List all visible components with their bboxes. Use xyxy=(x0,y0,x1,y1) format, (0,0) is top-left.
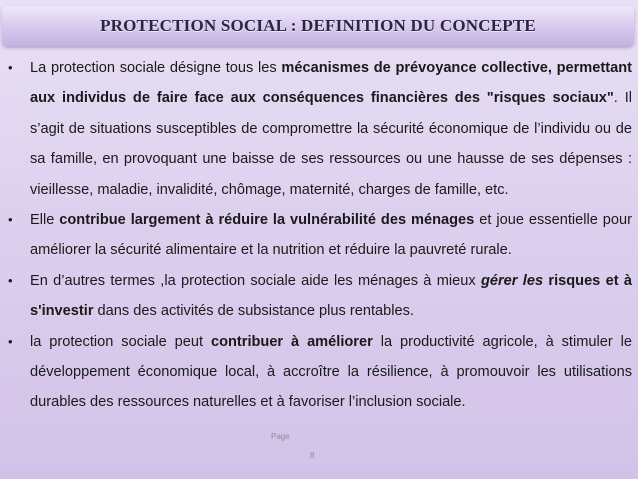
page-number: 8 xyxy=(310,451,315,460)
bullet-text: la protection sociale peut xyxy=(30,333,211,350)
bullet-text: En d’autres termes ,la protection sociale aide les ménages à mieux xyxy=(30,272,481,289)
bullet-text: et joue essentielle pour améliorer la sécurité alimentaire et la nutrition et réduire la pauvreté rurale. xyxy=(30,212,632,259)
bullet-item-productivity xyxy=(0,327,638,418)
bullet-text: dans des activités de subsistance plus rentables. xyxy=(93,303,414,320)
bullet-item-contribution xyxy=(0,205,638,266)
bullet-text: . Il s’agit de situations susceptibles de compromettre la sécurité économique de l’individu ou de sa famille, en provoquant une baisse de ses ressources ou une hausse de ses dépenses : vieillesse, maladie, invalidité, chômage, maternité, charges de famille, etc. xyxy=(30,90,632,198)
bullet-text: La protection sociale désigne tous les xyxy=(30,60,282,76)
bullet-dot-icon: • xyxy=(8,60,13,75)
bullet-dot-icon: • xyxy=(8,212,13,228)
bullet-dot-icon: • xyxy=(8,272,13,288)
bullet-item-definition xyxy=(0,53,638,205)
bullet-emphasis: mécanismes de prévoyance collective, permettant aux individus de faire face aux conséquences financières des "risques sociaux" xyxy=(30,60,632,107)
slide-content xyxy=(0,53,638,418)
bullet-emphasis: contribue largement à réduire la vulnérabilité des ménages xyxy=(59,212,475,229)
bullet-dot-icon: • xyxy=(8,333,13,349)
page-label: Page xyxy=(271,432,290,441)
bullet-emphasis: gérer les xyxy=(480,272,544,289)
title-bar xyxy=(2,6,634,46)
bullet-emphasis: risques et à s'investir xyxy=(30,272,633,320)
bullet-text: la productivité agricole, à stimuler le développement économique local, à accroître la résilience, à promouvoir les utilisations durables des ressources naturelles et à favoriser l’inclusion sociale. xyxy=(30,333,632,411)
bullet-emphasis: contribuer à améliorer xyxy=(210,333,373,350)
slide-title: PROTECTION SOCIAL : DEFINITION DU CONCEPTE xyxy=(100,16,536,35)
bullet-item-risk-management xyxy=(0,266,638,327)
bullet-text: Elle xyxy=(30,212,60,229)
